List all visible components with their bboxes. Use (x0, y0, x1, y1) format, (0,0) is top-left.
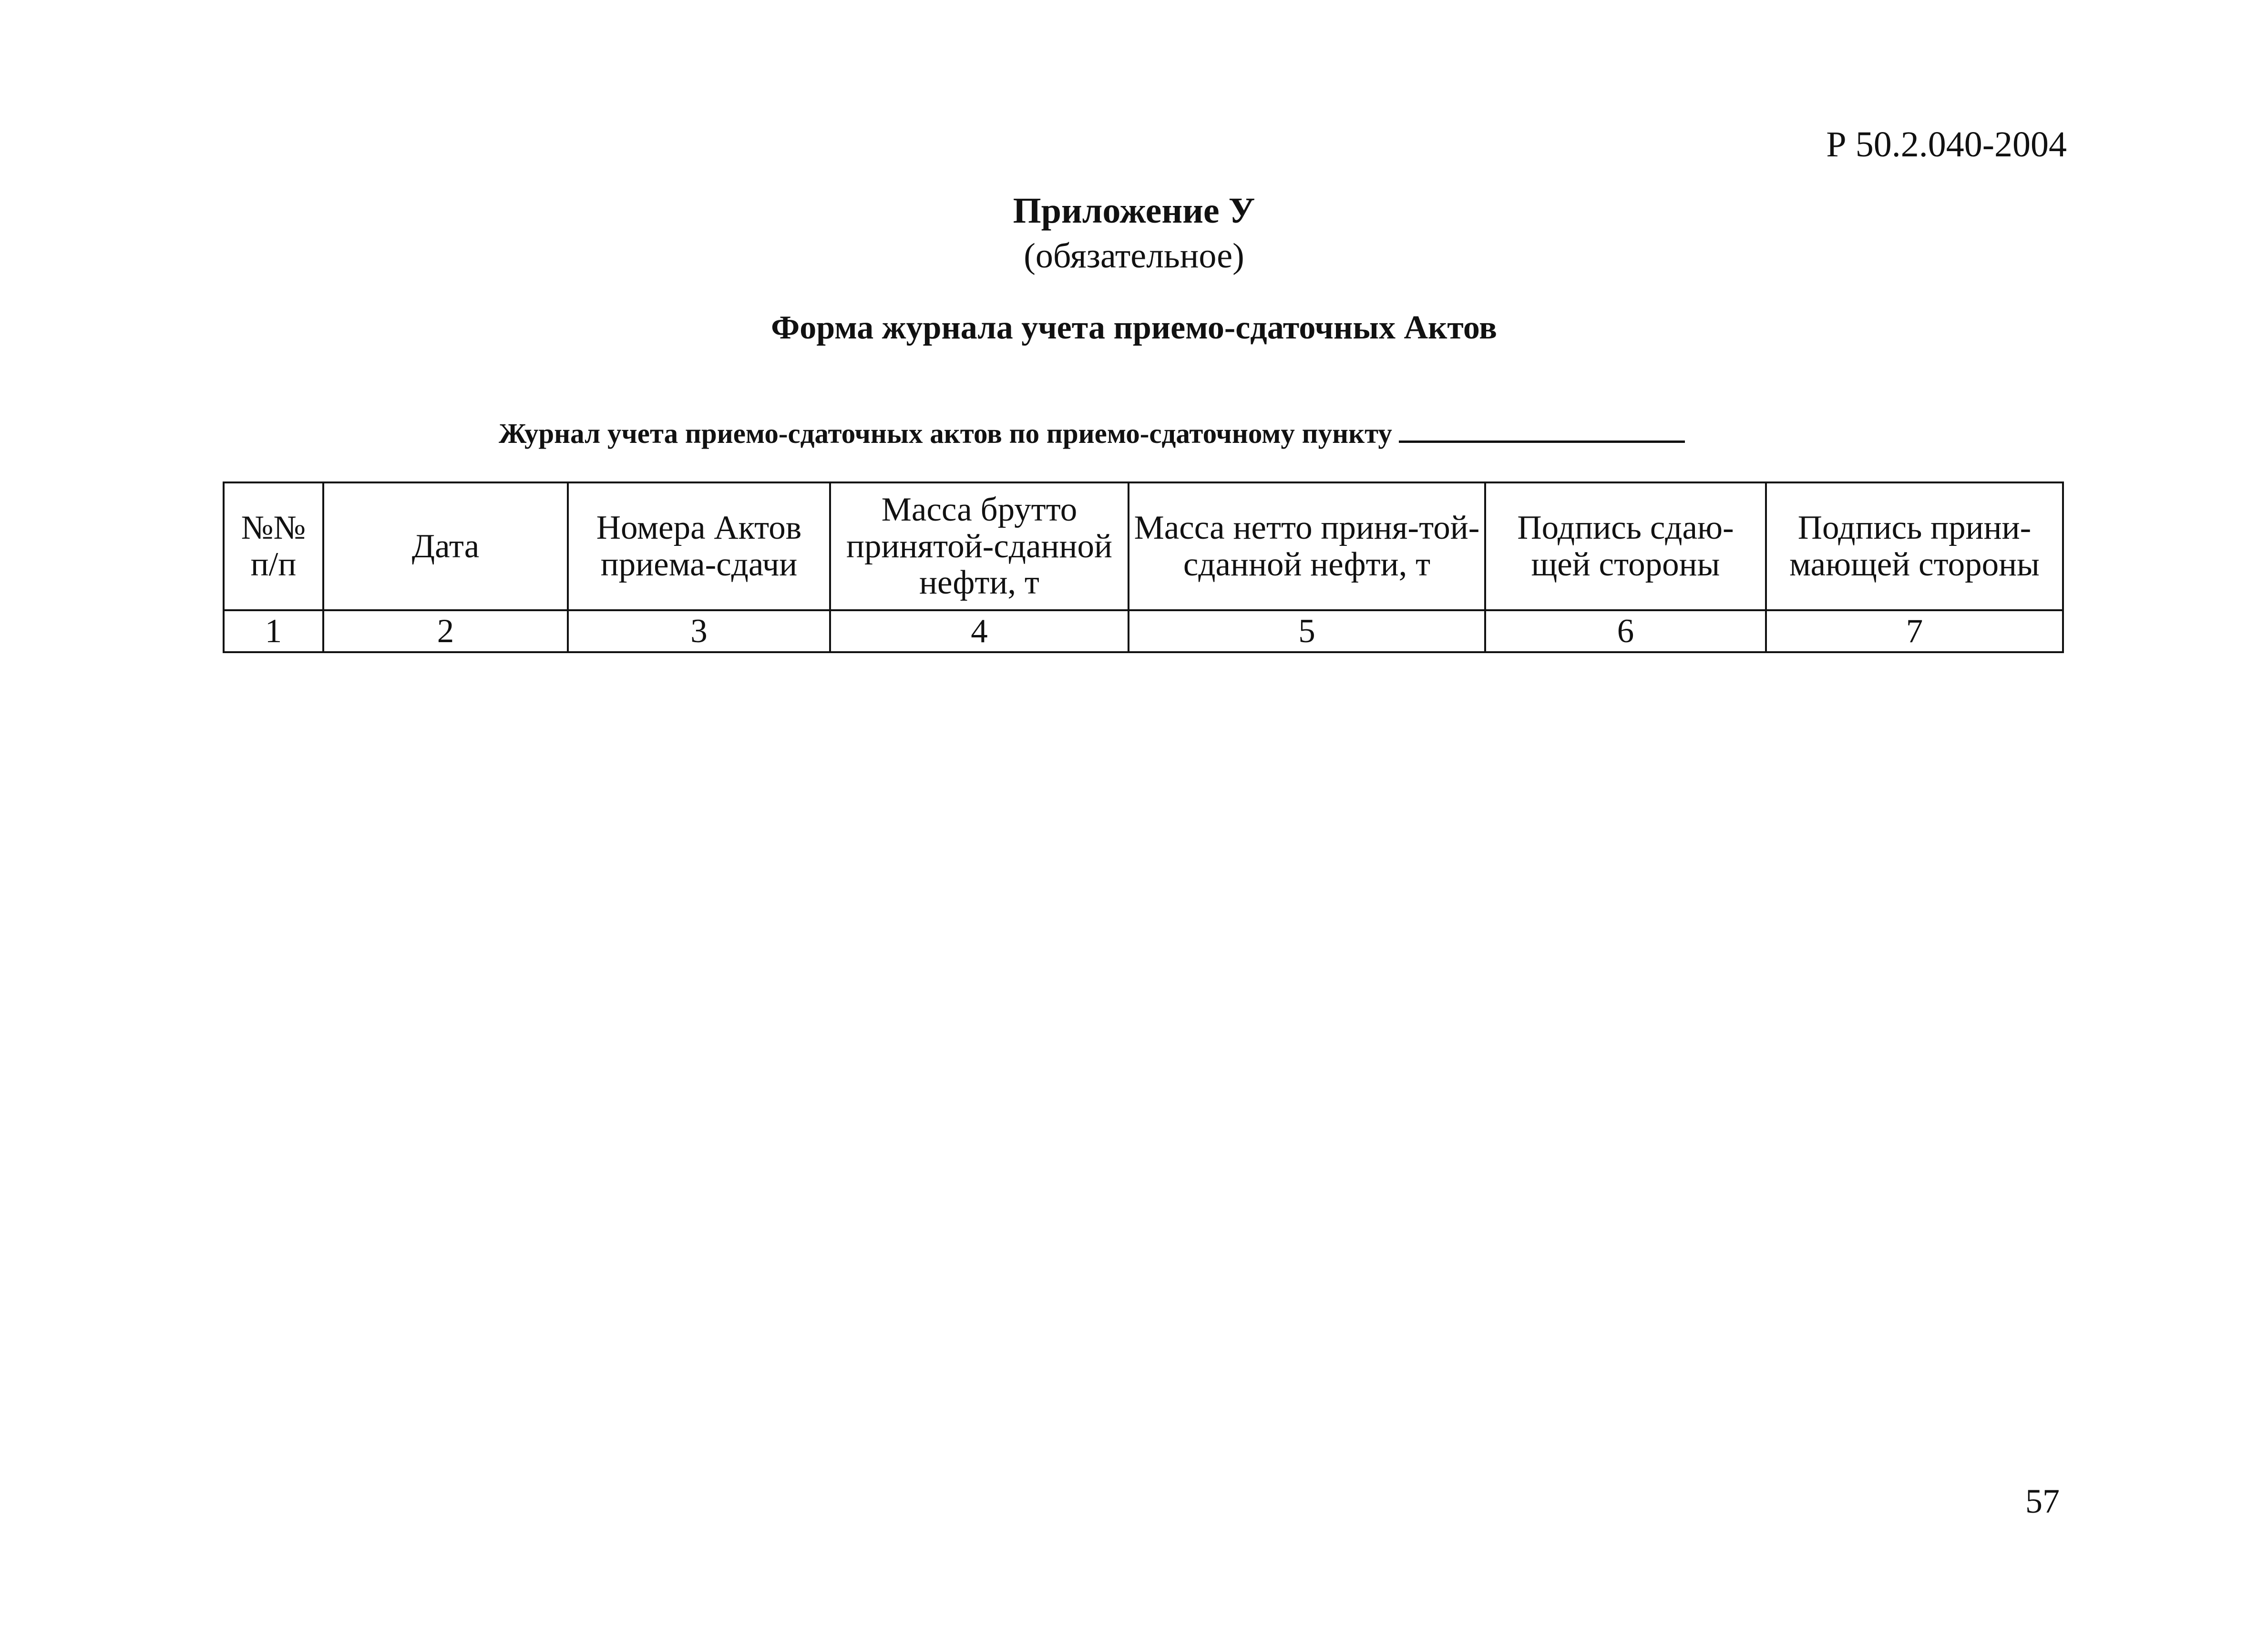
column-header-sender-signature: Подпись сдаю-щей стороны (1485, 482, 1766, 610)
journal-point-blank-field (1399, 417, 1685, 443)
column-number-cell: 5 (1129, 610, 1485, 652)
column-header-receiver-signature: Подпись прини-мающей стороны (1766, 482, 2063, 610)
table-header-row (224, 482, 2063, 610)
appendix-title: Приложение У (1013, 191, 1255, 231)
document-code: Р 50.2.040-2004 (1826, 124, 2067, 164)
page-number: 57 (2025, 1482, 2060, 1520)
column-number-cell: 6 (1485, 610, 1766, 652)
journal-caption-line (499, 417, 1685, 448)
column-header-act-numbers: Номера Актов приема-сдачи (568, 482, 830, 610)
column-number-cell: 1 (224, 610, 323, 652)
journal-caption: Журнал учета приемо-сдаточных актов по приемо-сдаточному пункту (499, 418, 1392, 449)
column-number-row (224, 610, 2063, 652)
journal-table (223, 481, 2064, 653)
column-header-date: Дата (323, 482, 568, 610)
appendix-status: (обязательное) (1024, 236, 1244, 276)
column-header-gross-mass: Масса брутто принятой-сданной нефти, т (830, 482, 1129, 610)
form-title: Форма журнала учета приемо-сдаточных Актов (771, 309, 1497, 346)
column-number-cell: 3 (568, 610, 830, 652)
column-header-number: №№ п/п (224, 482, 323, 610)
column-header-net-mass: Масса нетто приня-той-сданной нефти, т (1129, 482, 1485, 610)
column-number-cell: 2 (323, 610, 568, 652)
column-number-cell: 4 (830, 610, 1129, 652)
column-number-cell: 7 (1766, 610, 2063, 652)
